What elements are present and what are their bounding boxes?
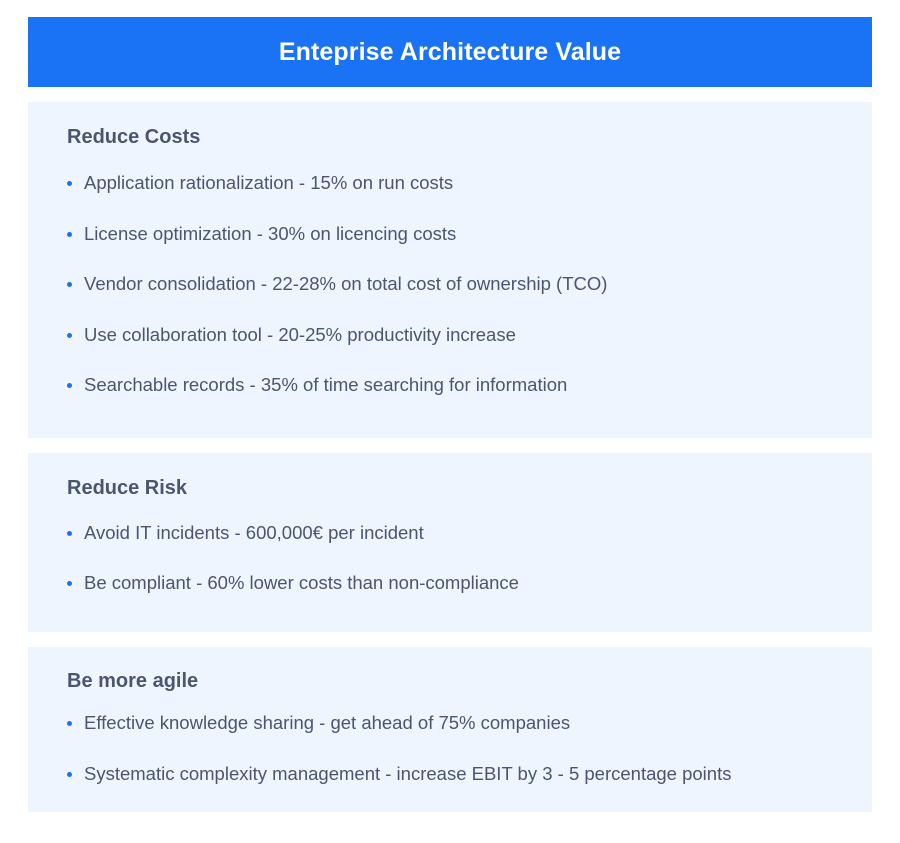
- section-title: Reduce Costs: [67, 126, 201, 148]
- list-item-text: Application rationalization - 15% on run costs: [84, 172, 454, 193]
- page-title: Enteprise Architecture Value: [278, 37, 622, 66]
- section-reduce-costs: [28, 102, 872, 438]
- bullet-icon: [67, 282, 72, 287]
- bullet-list: [67, 172, 852, 425]
- bullet-icon: [67, 333, 72, 338]
- bullet-icon: [67, 181, 72, 186]
- list-item: [67, 763, 852, 785]
- list-item: [67, 374, 852, 396]
- list-item-text: License optimization - 30% on licencing costs: [84, 222, 457, 244]
- bullet-icon: [67, 232, 72, 237]
- list-item-text: Searchable records - 35% of time searching for information: [84, 374, 568, 395]
- list-item: [67, 223, 852, 245]
- list-item: [67, 172, 852, 194]
- bullet-icon: [67, 721, 72, 726]
- list-item-text: Effective knowledge sharing - get ahead of 75% companies: [84, 712, 571, 733]
- bullet-icon: [67, 383, 72, 388]
- bullet-icon: [67, 531, 72, 536]
- bullet-icon: [67, 772, 72, 777]
- list-item: [67, 273, 852, 295]
- section-title: Be more agile: [67, 670, 199, 692]
- list-item: [67, 572, 852, 594]
- list-item-text: Be compliant - 60% lower costs than non-compliance: [84, 572, 519, 593]
- header-banner: [28, 17, 872, 87]
- list-item: [67, 324, 852, 346]
- list-item-text: Avoid IT incidents - 600,000€ per incident: [84, 522, 424, 543]
- list-item: [67, 522, 852, 544]
- bullet-icon: [67, 581, 72, 586]
- list-item-text: Systematic complexity management - increase EBIT by 3 - 5 percentage points: [84, 763, 732, 784]
- list-item-text: Vendor consolidation - 22-28% on total cost of ownership (TCO): [84, 273, 608, 294]
- bullet-list: [67, 712, 852, 814]
- section-reduce-risk: [28, 453, 872, 632]
- section-title: Reduce Risk: [67, 477, 188, 499]
- bullet-list: [67, 522, 852, 622]
- list-item: [67, 712, 852, 734]
- list-item-text: Use collaboration tool - 20-25% productivity increase: [84, 323, 516, 345]
- section-be-more-agile: [28, 647, 872, 812]
